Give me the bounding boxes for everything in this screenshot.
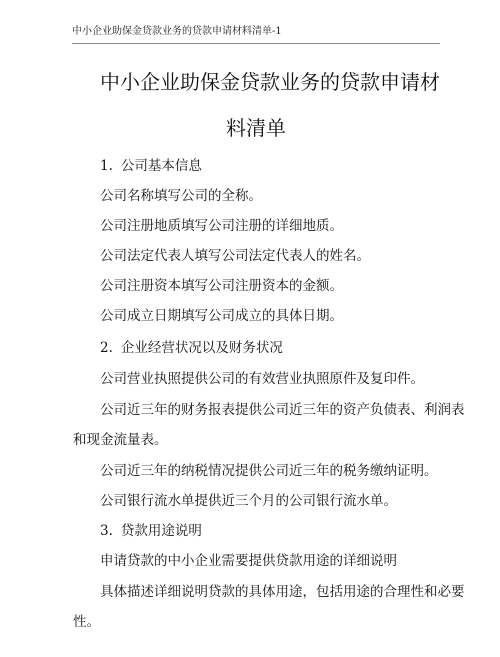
document-title-line-2: 料清单 (226, 116, 286, 140)
section-number: 1. (100, 158, 113, 174)
section-title: 贷款用途说明 (120, 523, 202, 539)
section-number: 3. (100, 523, 113, 539)
paragraph-line: 公司银行流水单提供近三个月的公司银行流水单。 (100, 493, 397, 509)
paragraph-line: 公司营业执照提供公司的有效营业执照原件及复印件。 (100, 371, 424, 387)
section-2-heading (100, 336, 283, 356)
paragraph-line: 公司成立日期填写公司成立的具体日期。 (100, 308, 343, 324)
paragraph-line: 性。 (73, 614, 100, 630)
page-header: 中小企业助保金贷款业务的贷款申请材料清单-1 (72, 22, 440, 44)
document-title-line-1: 中小企业助保金贷款业务的贷款申请材 (100, 70, 440, 94)
paragraph-line: 公司注册资本填写公司注册资本的金额。 (100, 278, 343, 294)
paragraph-line: 公司近三年的纳税情况提供公司近三年的税务缴纳证明。 (100, 463, 438, 479)
section-title: 企业经营状况以及财务状况 (120, 340, 283, 356)
section-3-heading (100, 519, 202, 539)
section-title: 公司基本信息 (120, 158, 202, 174)
section-number: 2. (100, 340, 113, 356)
paragraph-line: 和现金流量表。 (73, 432, 168, 448)
paragraph-line: 公司注册地质填写公司注册的详细地质。 (100, 218, 343, 234)
section-1-heading (100, 154, 202, 174)
paragraph-line: 公司法定代表人填写公司法定代表人的姓名。 (100, 248, 370, 264)
paragraph-line: 公司近三年的财务报表提供公司近三年的资产负债表、利润表 (100, 402, 465, 418)
paragraph-line: 申请贷款的中小企业需要提供贷款用途的详细说明 (100, 553, 397, 569)
paragraph-line: 公司名称填写公司的全称。 (100, 188, 262, 204)
paragraph-line: 具体描述详细说明贷款的具体用途，包括用途的合理性和必要 (100, 584, 465, 600)
